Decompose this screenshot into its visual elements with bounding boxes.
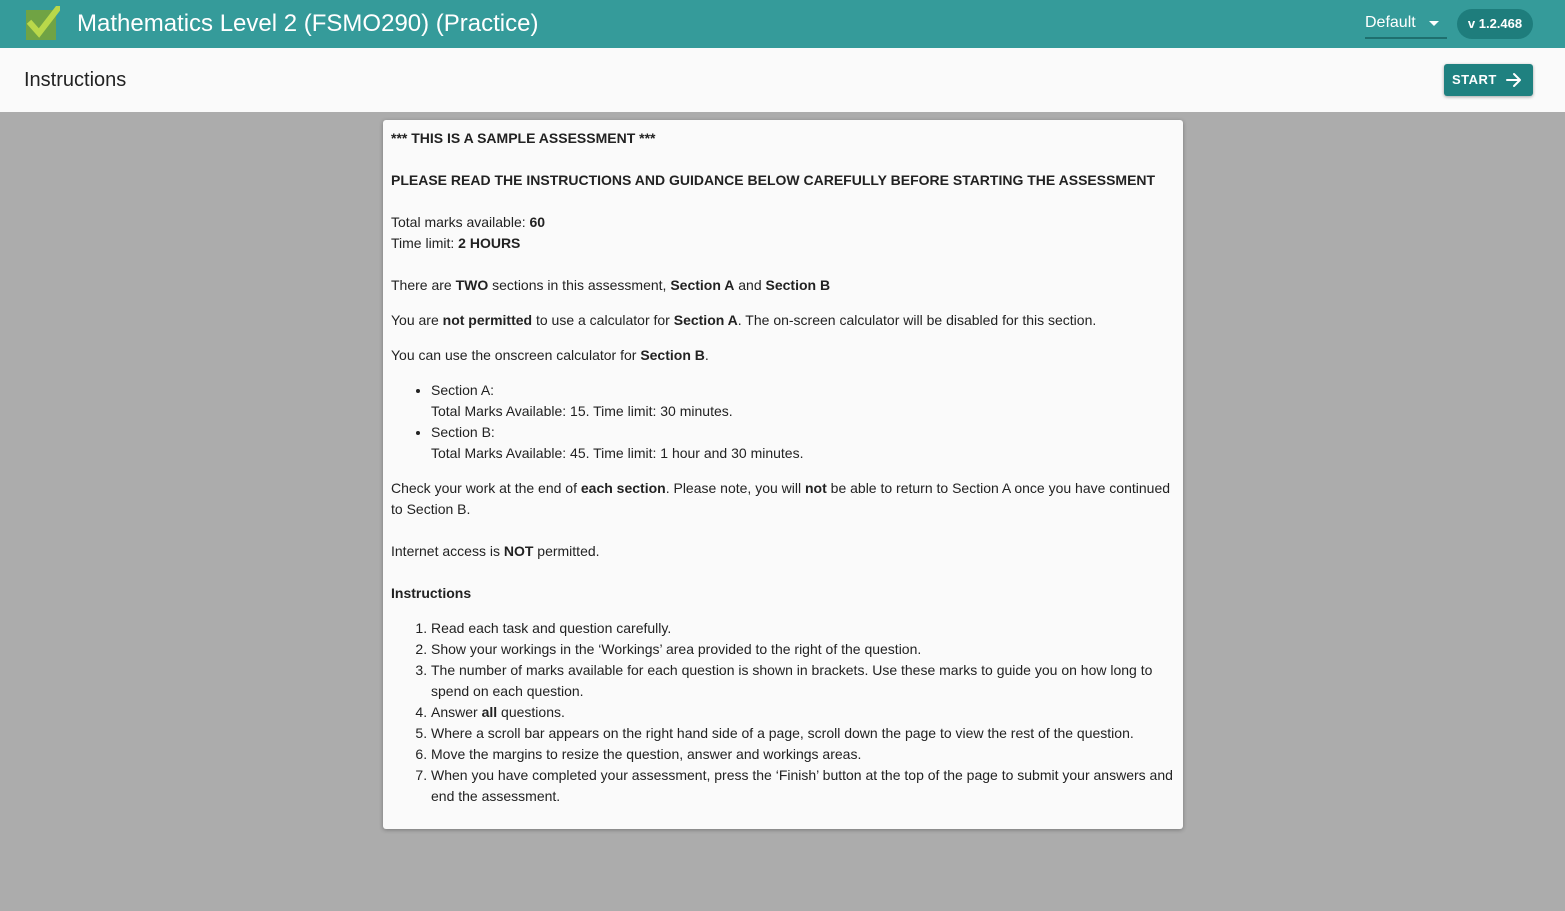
check-work-note: Check your work at the end of each section. Please note, you will not be able to return to Section A once you have continued to Section B.	[391, 480, 1171, 517]
page-header	[0, 48, 1565, 112]
list-item: 7. When you have completed your assessment, press the ‘Finish’ button at the top of the page to submit your answers and end the assessment.	[431, 765, 1175, 807]
list-item: 2. Show your workings in the ‘Workings’ area provided to the right of the question.	[431, 639, 1175, 660]
calculator-allowed: You can use the onscreen calculator for Section B.	[391, 347, 709, 363]
list-item: • Section A: Total Marks Available: 15. Time limit: 30 minutes.	[431, 380, 1175, 422]
checkmark-logo-icon	[26, 6, 60, 40]
instructions-card	[383, 120, 1183, 829]
read-notice: PLEASE READ THE INSTRUCTIONS AND GUIDANCE BELOW CAREFULLY BEFORE STARTING THE ASSESSMENT	[391, 172, 1156, 188]
arrow-right-icon	[1504, 70, 1524, 90]
internet-note: Internet access is NOT permitted.	[391, 543, 600, 559]
app-title: Mathematics Level 2 (FSMO290) (Practice)	[77, 10, 539, 37]
instructions-heading: Instructions	[391, 585, 472, 601]
sections-intro: There are TWO sections in this assessment, Section A and Section B	[391, 277, 831, 293]
section-list	[391, 380, 1175, 464]
list-item: 4. Answer all questions.	[431, 702, 1175, 723]
theme-select[interactable]	[1365, 9, 1447, 39]
list-item: 3. The number of marks available for each question is shown in brackets. Use these marks to guide you on how long to spend on each question.	[431, 660, 1175, 702]
version-badge: v 1.2.468	[1457, 9, 1533, 39]
start-button-label: START	[1452, 72, 1497, 87]
list-item: 1. Read each task and question carefully.	[431, 618, 1175, 639]
app-header	[0, 0, 1565, 48]
instructions-list	[391, 618, 1175, 807]
total-marks: Total marks available: 60	[391, 214, 546, 230]
page-title: Instructions	[24, 69, 127, 91]
theme-select-value: Default	[1365, 14, 1416, 31]
list-item: • Section B: Total Marks Available: 45. Time limit: 1 hour and 30 minutes.	[431, 422, 1175, 464]
list-item: 5. Where a scroll bar appears on the right hand side of a page, scroll down the page to view the rest of the question.	[431, 723, 1175, 744]
start-button[interactable]	[1444, 64, 1533, 96]
list-item: 6. Move the margins to resize the question, answer and workings areas.	[431, 744, 1175, 765]
chevron-down-icon	[1429, 21, 1439, 26]
calculator-restriction: You are not permitted to use a calculator for Section A. The on-screen calculator will be disabled for this section.	[391, 312, 1097, 328]
time-limit: Time limit: 2 HOURS	[391, 235, 521, 251]
sample-notice: *** THIS IS A SAMPLE ASSESSMENT ***	[391, 130, 656, 146]
